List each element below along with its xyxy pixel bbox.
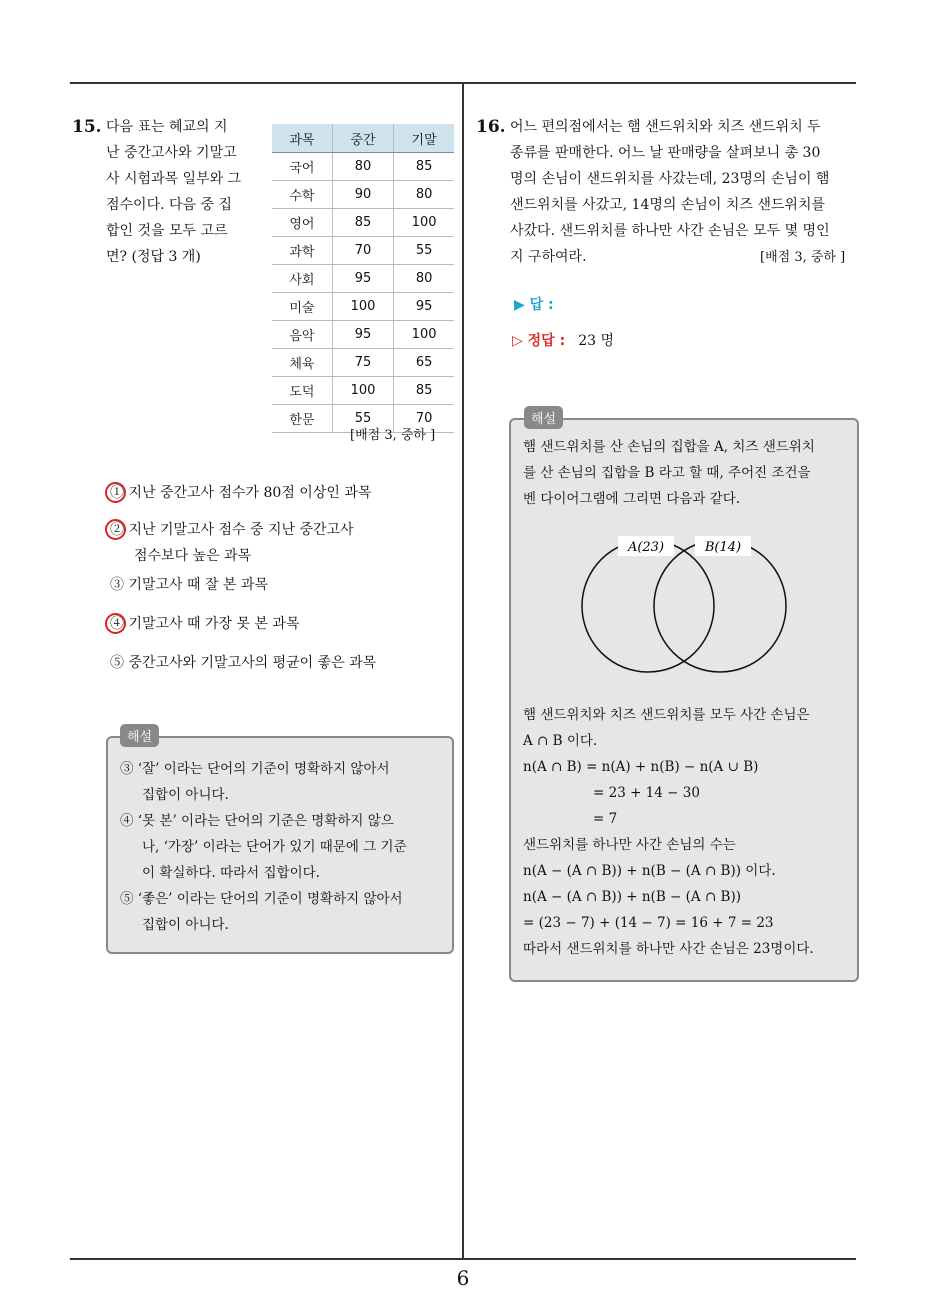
subject-cell: 한문	[272, 405, 332, 433]
selected-mark-icon	[105, 482, 126, 503]
bottom-rule	[70, 1258, 856, 1260]
question-15-explanation-box: ③ ‘잘’ 이라는 단어의 기준이 명확하지 않아서 집합이 아니다. ④ ‘못 본’ 이라는 단어의 기준은 명확하지 않으 나, ‘가장’ 이라는 단어가 있기 때문에 그 기준 이 확실하다. 따라서 집합이다. ⑤ ‘좋은’ 이라는 단어의 기준이 명확하지 않아서 집합이 아니다.	[106, 736, 454, 954]
column-divider	[462, 84, 464, 1258]
final-score-cell: 65	[394, 349, 454, 377]
final-score-cell: 80	[394, 265, 454, 293]
venn-diagram	[511, 534, 857, 684]
option-5[interactable]: ⑤ 중간고사와 기말고사의 평균이 좋은 과목	[110, 655, 377, 671]
subject-cell: 사회	[272, 265, 332, 293]
answer-prompt[interactable]: ▶ 답 :	[514, 297, 554, 313]
midterm-score-cell: 55	[332, 405, 393, 433]
table-row	[272, 181, 454, 209]
score-table	[272, 124, 454, 433]
subject-cell: 과학	[272, 237, 332, 265]
midterm-score-cell: 100	[332, 293, 393, 321]
correct-answer: ▷ 정답 : 23 명	[512, 333, 615, 349]
option-2[interactable]: ② 지난 기말고사 점수 중 지난 중간고사 점수보다 높은 과목	[110, 517, 450, 569]
explanation-label: 해설	[120, 724, 159, 747]
question-16-number: 16.	[476, 117, 506, 137]
venn-circle-b	[654, 540, 786, 672]
final-score-cell: 55	[394, 237, 454, 265]
question-16-text: 어느 편의점에서는 햄 샌드위치와 치즈 샌드위치 두 종류를 판매한다. 어느 날 판매량을 살펴보니 총 30 명의 손님이 샌드위치를 사갔는데, 23명의 손님이 햄 샌드위치를 사갔고, 14명의 손님이 치즈 샌드위치를 사갔다. 샌드위치를 하나만 사간 손님은 모두 몇 명인 지 구하여라.	[510, 119, 830, 265]
question-15-text: 다음 표는 혜교의 지 난 중간고사와 기말고 사 시험과목 일부와 그 점수이다. 다음 중 집 합인 것을 모두 고르 면? (정답 3 개)	[106, 119, 242, 265]
subject-cell: 영어	[272, 209, 332, 237]
final-score-cell: 100	[394, 209, 454, 237]
subject-cell: 음악	[272, 321, 332, 349]
midterm-score-cell: 90	[332, 181, 393, 209]
midterm-score-cell: 75	[332, 349, 393, 377]
venn-label-a: A(23)	[627, 540, 665, 555]
table-row	[272, 321, 454, 349]
page-number: 6	[456, 1266, 470, 1290]
midterm-score-cell: 80	[332, 153, 393, 181]
midterm-score-cell: 95	[332, 321, 393, 349]
subject-cell: 수학	[272, 181, 332, 209]
question-15-score: [배점 3, 중하 ]	[350, 428, 436, 443]
table-header: 기말	[394, 124, 454, 153]
final-score-cell: 70	[394, 405, 454, 433]
table-row	[272, 293, 454, 321]
final-score-cell: 80	[394, 181, 454, 209]
option-1[interactable]: ① 지난 중간고사 점수가 80점 이상인 과목	[110, 480, 450, 506]
selected-mark-icon	[105, 519, 126, 540]
table-row	[272, 349, 454, 377]
table-header: 중간	[332, 124, 393, 153]
table-row	[272, 209, 454, 237]
subject-cell: 체육	[272, 349, 332, 377]
venn-circle-a	[582, 540, 714, 672]
option-3[interactable]: ③ 기말고사 때 잘 본 과목	[110, 577, 268, 593]
table-header-row	[272, 124, 454, 153]
midterm-score-cell: 70	[332, 237, 393, 265]
option-4[interactable]: ④ 기말고사 때 가장 못 본 과목	[110, 611, 450, 637]
final-score-cell: 85	[394, 153, 454, 181]
table-header: 과목	[272, 124, 332, 153]
question-16-explanation-box: 햄 샌드위치를 산 손님의 집합을 A, 치즈 샌드위치 를 산 손님의 집합을 B 라고 할 때, 주어진 조건을 벤 다이어그램에 그리면 다음과 같다. A(23) B(14) 햄 샌드위치와 치즈 샌드위치를 모두 사간 손님은 A ∩ B 이다. n(A ∩ B) = n(A) + n(B) − n(A ∪ B) = 23 + 14 − 30 = 7 샌드위치를 하나만 사간 손님의 수는 n(A − (A ∩ B)) + n(B − (A ∩ B)) 이다. n(A − (A ∩ B)) + n(B − (A ∩ B)) = (23 − 7) + (14 − 7) = 16 + 7 = 23 따라서 샌드위치를 하나만 사간 손님은 23명이다.	[509, 418, 859, 982]
table-row	[272, 153, 454, 181]
table-row	[272, 265, 454, 293]
question-15-number: 15.	[72, 117, 102, 137]
selected-mark-icon	[105, 613, 126, 634]
midterm-score-cell: 85	[332, 209, 393, 237]
explanation-label: 해설	[524, 406, 563, 429]
venn-label-b: B(14)	[704, 540, 742, 555]
midterm-score-cell: 95	[332, 265, 393, 293]
final-score-cell: 95	[394, 293, 454, 321]
subject-cell: 도덕	[272, 377, 332, 405]
final-score-cell: 85	[394, 377, 454, 405]
midterm-score-cell: 100	[332, 377, 393, 405]
subject-cell: 국어	[272, 153, 332, 181]
table-row	[272, 377, 454, 405]
subject-cell: 미술	[272, 293, 332, 321]
question-16-score: [배점 3, 중하 ]	[760, 250, 846, 265]
final-score-cell: 100	[394, 321, 454, 349]
table-row	[272, 237, 454, 265]
